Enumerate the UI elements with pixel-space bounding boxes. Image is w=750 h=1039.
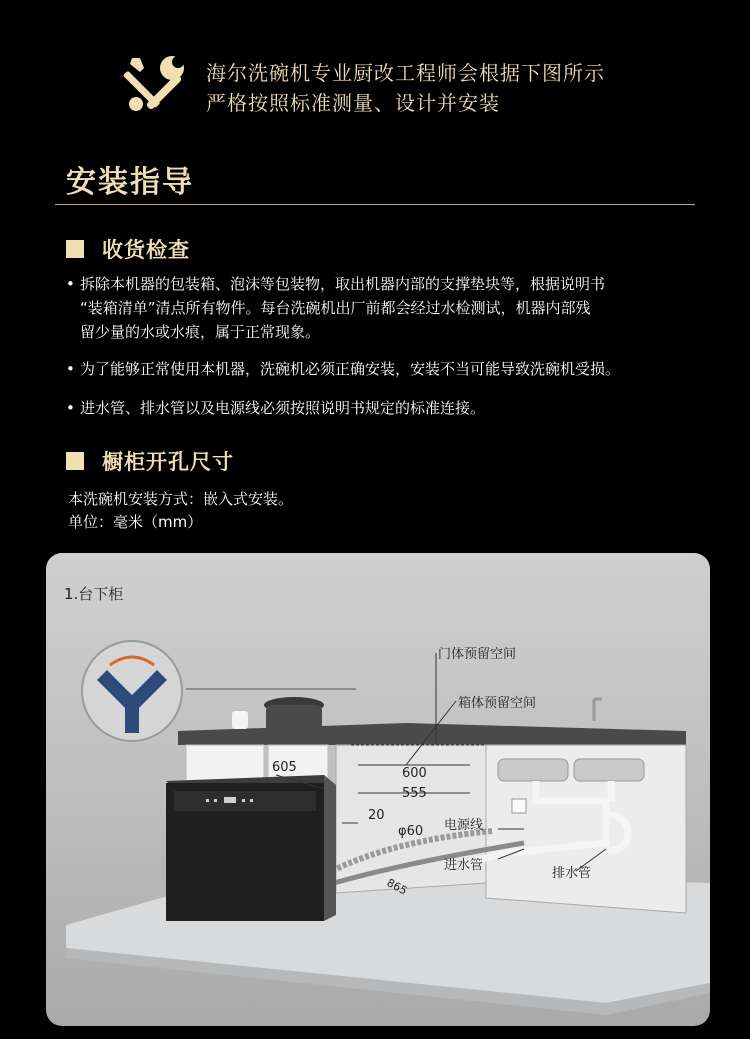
square-bullet-icon [66,452,84,470]
label-drain: 排水管 [552,866,592,881]
dim-865: 865 [384,876,410,898]
bullet-item [66,357,706,381]
installation-diagram [46,553,710,1026]
faucet-icon [594,699,602,721]
power-socket-icon [512,799,526,813]
sink-bowl-right [574,759,644,781]
bullet-item [66,272,706,344]
title-divider [55,204,695,205]
cooking-pot-icon [266,705,322,733]
dim-60: φ60 [398,824,424,839]
label-door-space: 门体预留空间 [438,647,517,662]
bullet-line: 拆除本机器的包装箱、泡沫等包装物，取出机器内部的支撑垫块等，根据说明书 [80,275,606,293]
page-title: 安装指导 [66,165,194,200]
dim-20: 20 [368,808,385,823]
label-body-space: 箱体预留空间 [458,696,537,711]
unit-text: 单位：毫米（mm） [68,513,203,531]
intro-text [206,58,605,118]
section-heading-receive [66,234,190,264]
wrench-screwdriver-icon [122,54,188,116]
dim-600: 600 [402,766,427,781]
intro-line-1: 海尔洗碗机专业厨改工程师会根据下图所示 [206,61,605,85]
bullet-dot: • [66,275,75,293]
dim-555: 555 [402,786,427,801]
diagram-illustration [46,553,710,1026]
label-power: 电源线 [444,818,484,833]
bullet-line: 留少量的水或水痕，属于正常现象。 [80,323,321,341]
bullet-line: 进水管、排水管以及电源线必须按照说明书规定的标准连接。 [80,399,486,417]
countertop [178,723,686,745]
diagram-caption: 1.台下柜 [64,585,124,603]
section-heading-cutout [66,446,234,476]
intro-line-2: 严格按照标准测量、设计并安装 [206,91,500,115]
bullet-item [66,396,706,420]
sink-bowl-left [498,759,568,781]
bullet-line: “装箱清单”清点所有物件。每台洗碗机出厂前都会经过水检测试，机器内部残 [80,299,591,317]
install-method-text: 本洗碗机安装方式：嵌入式安装。 [68,490,294,508]
dishwasher-side [324,775,336,921]
bullet-dot: • [66,399,75,417]
label-inlet: 进水管 [444,858,484,873]
section-title: 橱柜开孔尺寸 [102,450,234,474]
bullet-line: 为了能够正常使用本机器，洗碗机必须正确安装，安装不当可能导致洗碗机受损。 [80,360,621,378]
dim-605: 605 [272,760,297,775]
square-bullet-icon [66,240,84,258]
section-title: 收货检查 [102,238,190,262]
bullet-dot: • [66,360,75,378]
cup-icon [232,711,248,729]
